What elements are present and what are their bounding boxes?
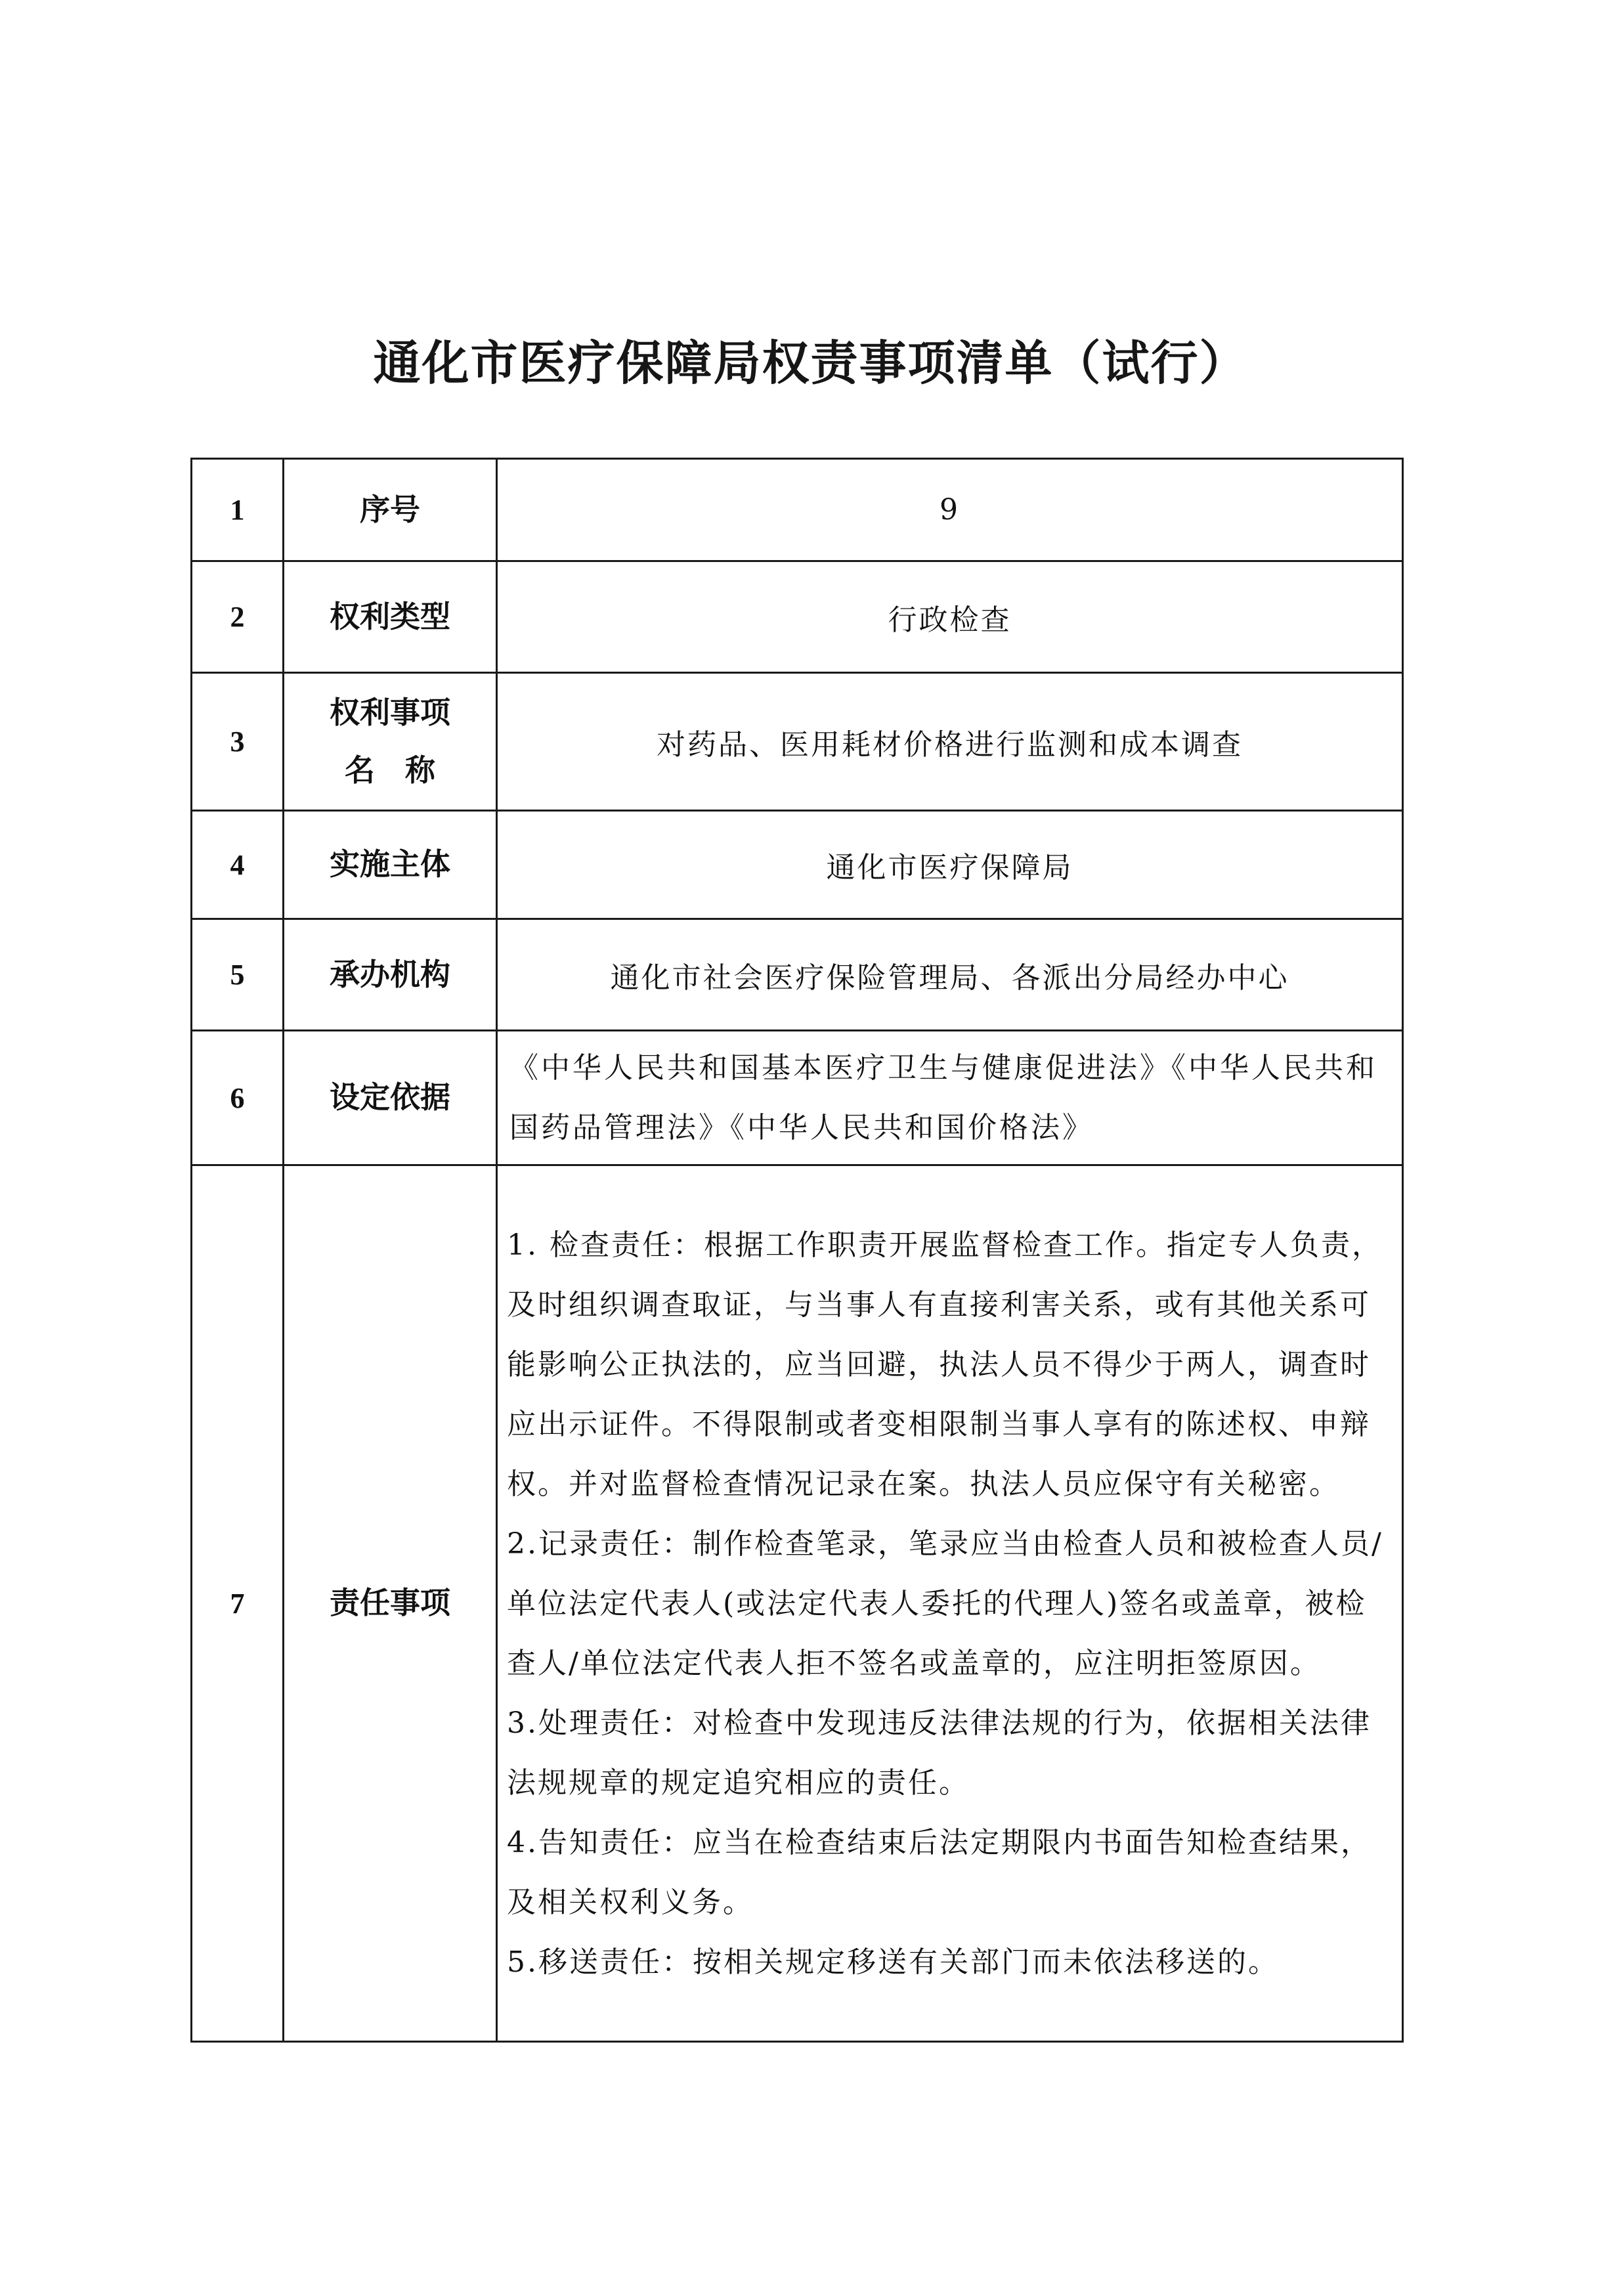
row-label: 承办机构 [284, 919, 497, 1031]
duty-item-transfer: 5.移送责任：按相关规定移送有关部门而未依法移送的。 [507, 1945, 1279, 1979]
row-value: 行政检查 [497, 561, 1403, 673]
row-value: 通化市医疗保障局 [497, 811, 1403, 919]
table-row-handling-agency [192, 919, 1403, 1031]
row-label: 权利类型 [284, 561, 497, 673]
table-row-legal-basis [192, 1031, 1403, 1165]
row-label: 设定依据 [284, 1031, 497, 1165]
table-row-power-type [192, 561, 1403, 673]
table-row-responsibilities [192, 1165, 1403, 2042]
row-number: 6 [192, 1031, 284, 1165]
responsibility-table [190, 458, 1404, 2043]
row-label [284, 673, 497, 811]
row-label: 责任事项 [284, 1165, 497, 2042]
table-row-implementing-body [192, 811, 1403, 919]
row-number: 4 [192, 811, 284, 919]
row-number: 2 [192, 561, 284, 673]
row-value: 通化市社会医疗保险管理局、各派出分局经办中心 [497, 919, 1403, 1031]
row-label-line-2: 名 称 [345, 752, 435, 788]
table-row-power-name [192, 673, 1403, 811]
row-value: 对药品、医用耗材价格进行监测和成本调查 [497, 673, 1403, 811]
duty-item-record: 2.记录责任：制作检查笔录，笔录应当由检查人员和被检查人员/单位法定代表人(或法定代表人委托的代理人)签名或盖章，被检查人/单位法定代表人拒不签名或盖章的，应注明拒签原因。 [507, 1527, 1383, 1680]
duty-item-inspection: 1. 检查责任：根据工作职责开展监督检查工作。指定专人负责，及时组织调查取证，与当事人有直接利害关系，或有其他关系可能影响公正执法的，应当回避，执法人员不得少于两人，调查时应出示证件。不得限制或者变相限制当事人享有的陈述权、申辩权。并对监督检查情况记录在案。执法人员应保守有关秘密。 [507, 1228, 1383, 1501]
row-label-line-1: 权利事项 [330, 695, 450, 731]
row-label: 序号 [284, 459, 497, 561]
duties-list [497, 1165, 1403, 2042]
row-number: 5 [192, 919, 284, 1031]
duty-item-notification: 4.告知责任：应当在检查结束后法定期限内书面告知检查结果，及相关权利义务。 [507, 1825, 1372, 1919]
row-number: 7 [192, 1165, 284, 2042]
row-value: 《中华人民共和国基本医疗卫生与健康促进法》《中华人民共和国药品管理法》《中华人民共和国价格法》 [497, 1031, 1403, 1165]
row-label: 实施主体 [284, 811, 497, 919]
document-title: 通化市医疗保障局权责事项清单（试行） [373, 335, 1248, 391]
row-value: 9 [497, 459, 1403, 561]
table-row-serial [192, 459, 1403, 561]
duty-item-handling: 3.处理责任：对检查中发现违反法律法规的行为，依据相关法律法规规章的规定追究相应的责任。 [507, 1706, 1372, 1800]
row-number: 1 [192, 459, 284, 561]
row-number: 3 [192, 673, 284, 811]
